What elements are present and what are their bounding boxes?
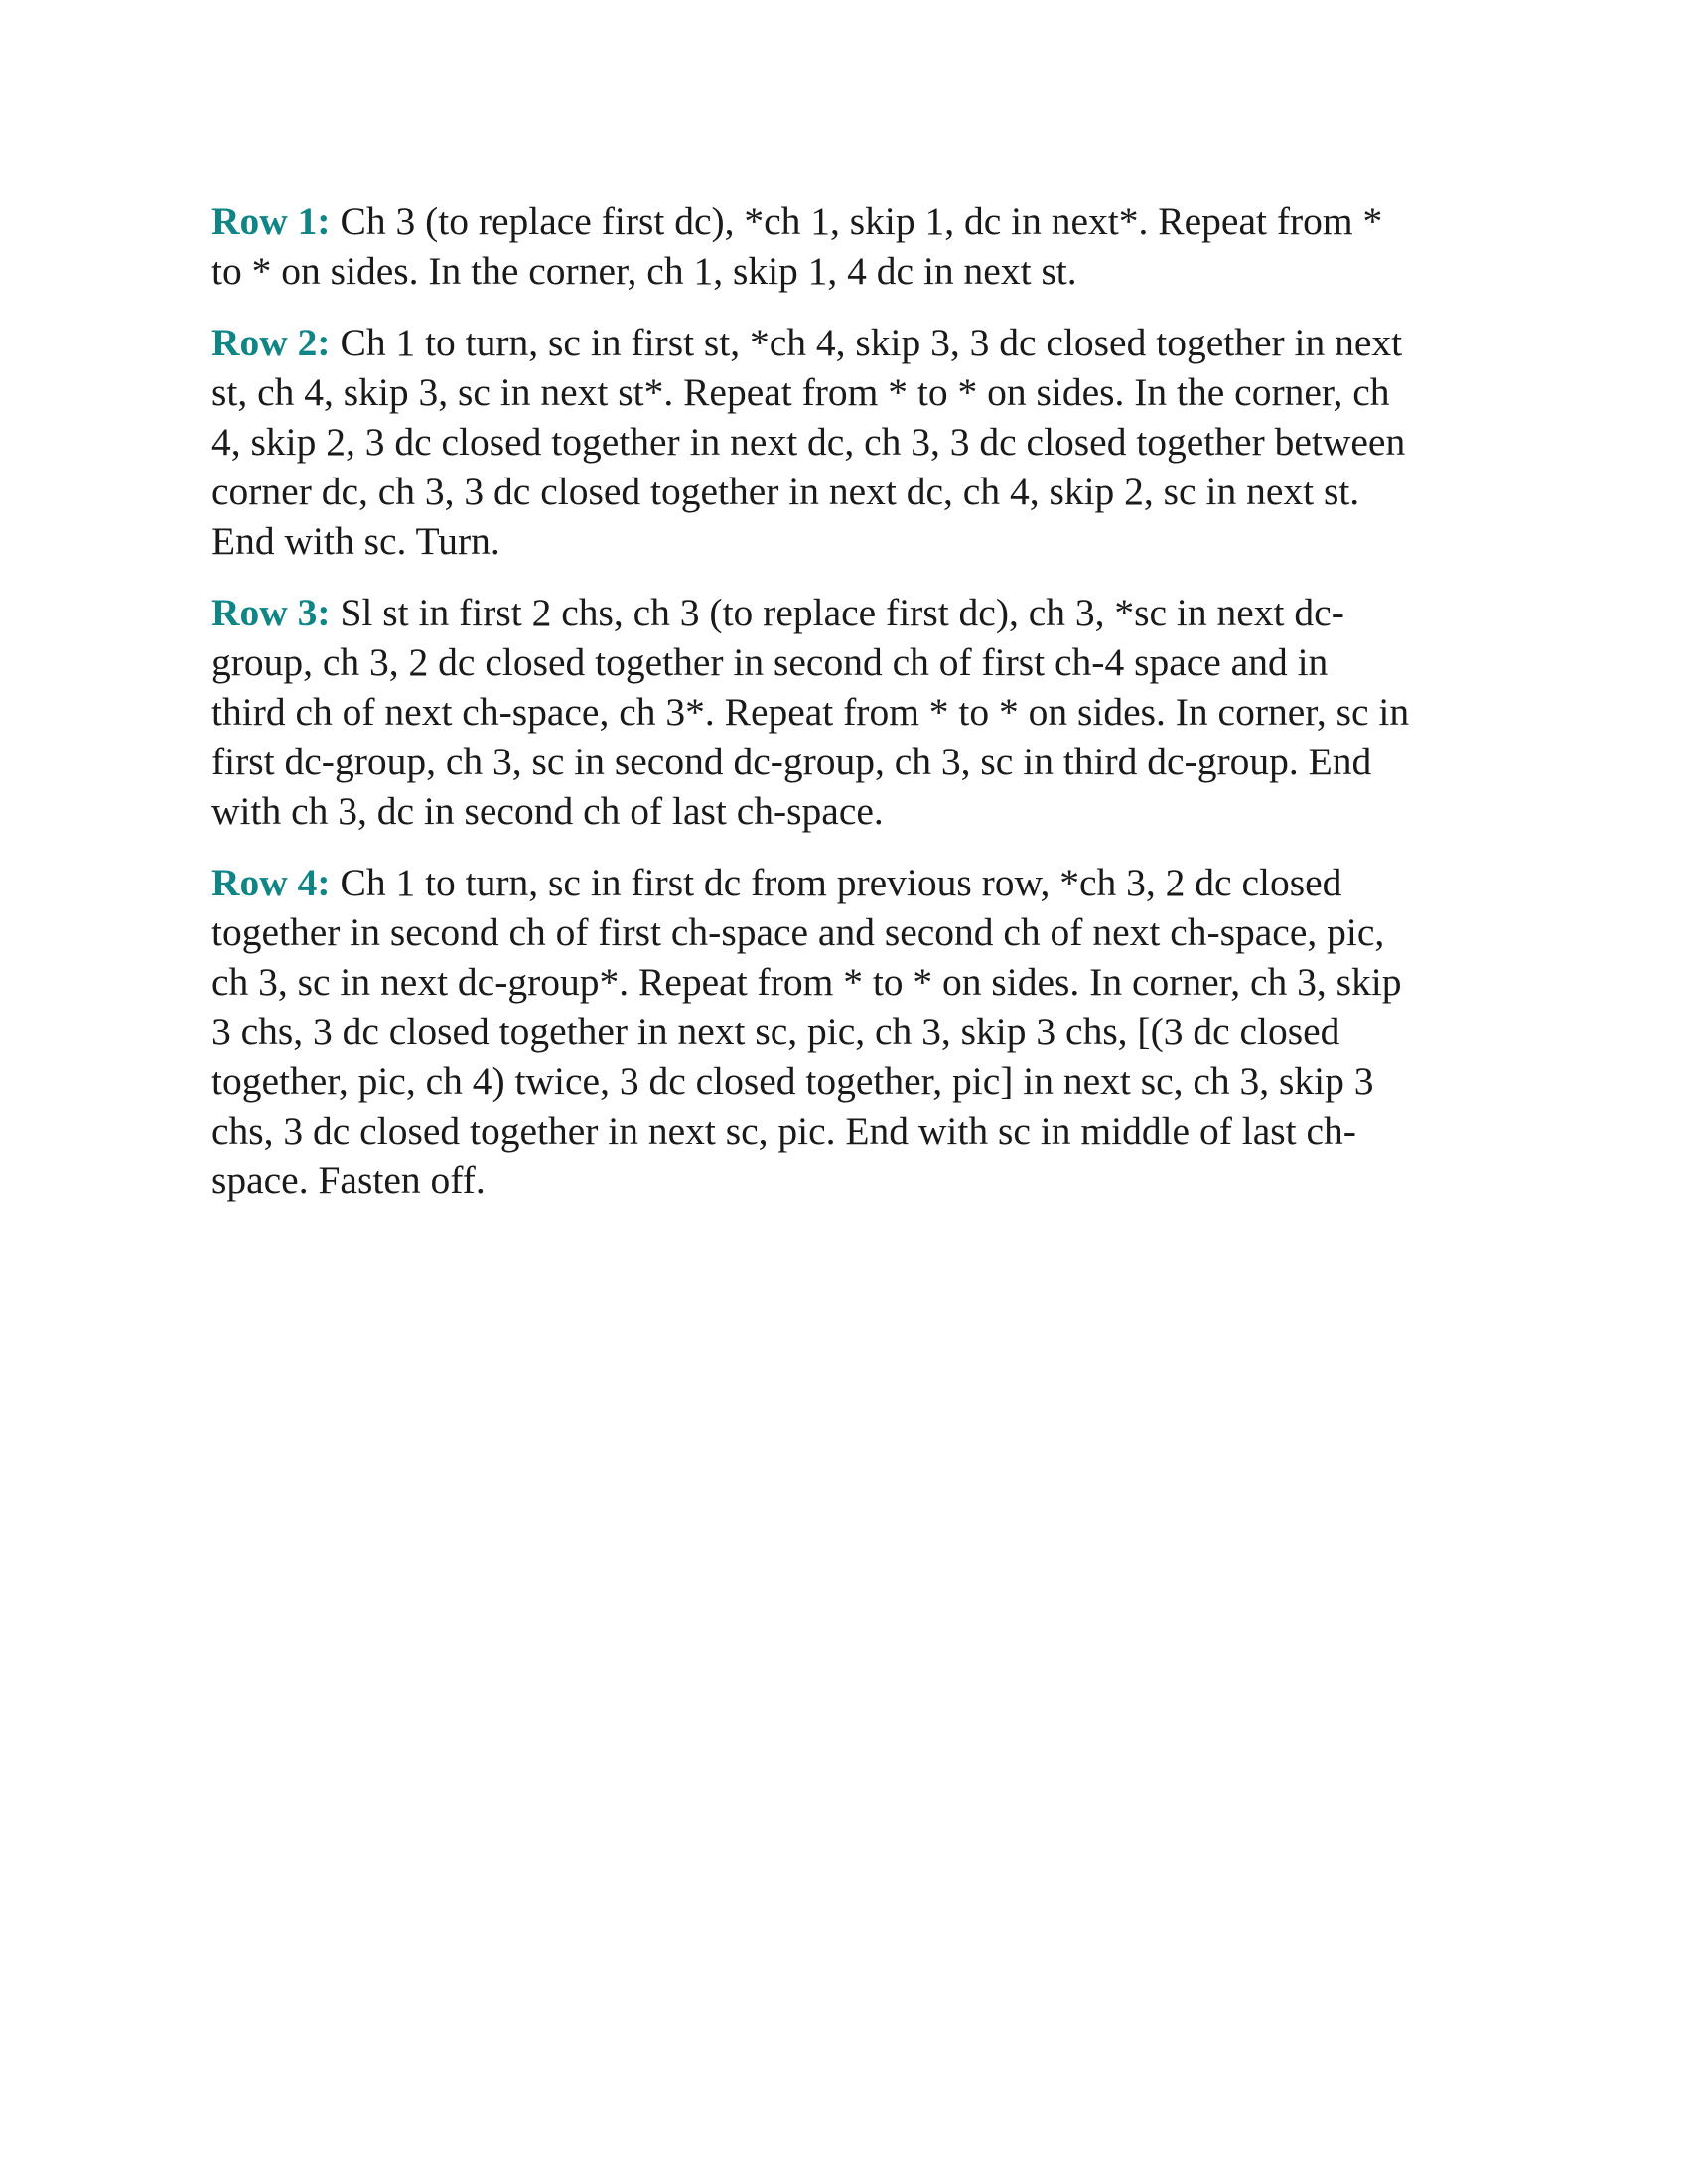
row-4-line-7: space. Fasten off. (211, 1159, 486, 1202)
row-3-line-3: third ch of next ch-space, ch 3*. Repeat from * to * on sides. In corner, sc in (211, 690, 1410, 734)
row-1-instructions (211, 197, 1492, 296)
row-4-line-1-text: Ch 1 to turn, sc in first dc from previous row, *ch 3, 2 dc closed (330, 861, 1342, 904)
row-1-label: Row 1: (211, 200, 331, 243)
row-2-label: Row 2: (211, 321, 331, 364)
row-2-line-4: corner dc, ch 3, 3 dc closed together in next dc, ch 4, skip 2, sc in next st. (211, 470, 1360, 513)
row-1-line-1 (211, 197, 1492, 246)
row-4-line-5: together, pic, ch 4) twice, 3 dc closed together, pic] in next sc, ch 3, skip 3 (211, 1059, 1374, 1103)
row-4-line-1 (211, 858, 1492, 907)
row-4-label: Row 4: (211, 861, 331, 904)
row-4-line-6: chs, 3 dc closed together in next sc, pic. End with sc in middle of last ch- (211, 1109, 1356, 1153)
row-2-line-1 (211, 318, 1492, 367)
row-3-line-5: with ch 3, dc in second ch of last ch-space. (211, 789, 884, 833)
pattern-instructions (211, 197, 1492, 1227)
row-3-line-1-text: Sl st in first 2 chs, ch 3 (to replace first dc), ch 3, *sc in next dc- (330, 591, 1344, 634)
row-2-line-5: End with sc. Turn. (211, 519, 500, 563)
row-1-line-1-text: Ch 3 (to replace first dc), *ch 1, skip 1, dc in next*. Repeat from * (330, 200, 1383, 243)
row-3-label: Row 3: (211, 591, 331, 634)
row-2-line-3: 4, skip 2, 3 dc closed together in next dc, ch 3, 3 dc closed together between (211, 420, 1406, 464)
row-4-line-2: together in second ch of first ch-space and second ch of next ch-space, pic, (211, 910, 1385, 954)
row-3-line-1 (211, 588, 1492, 637)
row-4-line-3: ch 3, sc in next dc-group*. Repeat from * to * on sides. In corner, ch 3, skip (211, 960, 1402, 1004)
row-3-instructions (211, 588, 1492, 836)
row-4-line-4: 3 chs, 3 dc closed together in next sc, pic, ch 3, skip 3 chs, [(3 dc closed (211, 1010, 1340, 1053)
row-2-line-1-text: Ch 1 to turn, sc in first st, *ch 4, skip 3, 3 dc closed together in next (330, 321, 1403, 364)
row-1-line-2: to * on sides. In the corner, ch 1, skip 1, 4 dc in next st. (211, 249, 1077, 293)
row-2-instructions (211, 318, 1492, 566)
row-3-line-2: group, ch 3, 2 dc closed together in second ch of first ch-4 space and in (211, 640, 1329, 684)
row-3-line-4: first dc-group, ch 3, sc in second dc-group, ch 3, sc in third dc-group. End (211, 740, 1372, 783)
row-4-instructions (211, 858, 1492, 1205)
row-2-line-2: st, ch 4, skip 3, sc in next st*. Repeat from * to * on sides. In the corner, ch (211, 370, 1390, 414)
